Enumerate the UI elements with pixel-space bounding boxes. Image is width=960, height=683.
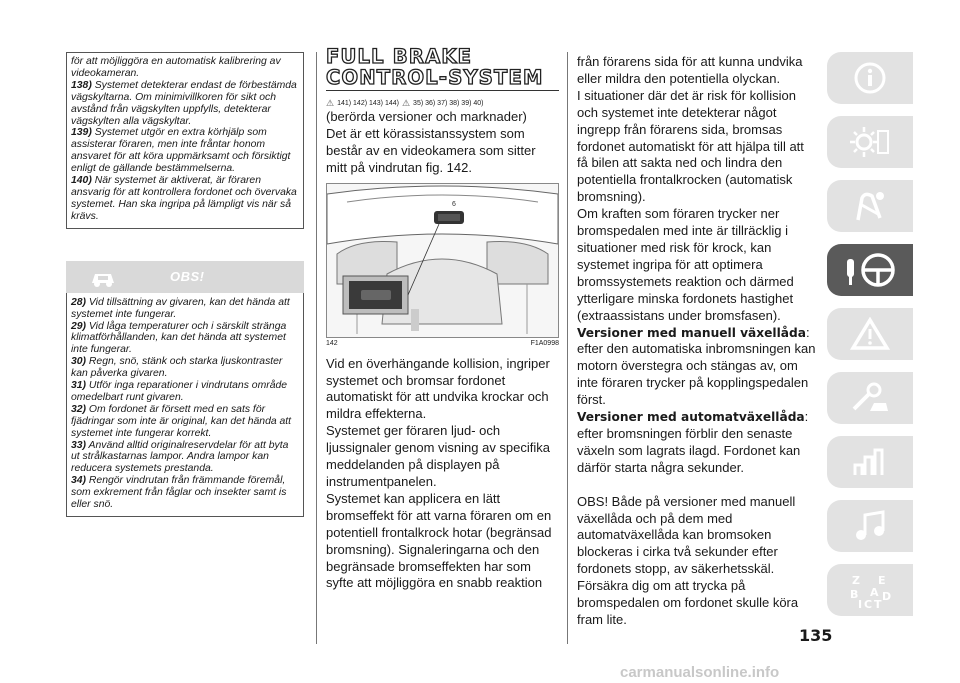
tab-maintenance[interactable] <box>827 372 913 424</box>
tab-index[interactable] <box>827 564 913 616</box>
subheading-paragraph: Versioner med automatväxellåda: efter bromsningen förblir den senaste växeln som lagrats ilagd. Fordonet kan därför starta några sekunder. <box>577 409 809 475</box>
svg-text:D: D <box>882 590 892 603</box>
paragraph: Det är ett körassistanssystem som består av en videokamera som sitter mitt på vindrutan fig. 142. <box>326 125 536 175</box>
note-title: OBS! <box>170 268 205 284</box>
svg-text:A: A <box>870 586 879 599</box>
note-item: 31) Utför inga reparationer i vindrutans område omedelbart runt givaren. <box>71 380 288 403</box>
note-item: 28) Vid tillsättning av givaren, kan det hända att systemet inte fungerar. <box>71 296 290 320</box>
subheading-paragraph: Versioner med manuell växellåda: efter den automatiska inbromsningen kan motorn överstegra och stängas av, om inte föraren trycker på kopplingspedalen först. <box>577 324 816 408</box>
warning-item: 140) När systemet är aktiverat, är föraren ansvarig för att kontrollera fordonet och övervaka systemet. Han ska ingripa på lämpligt vis när så krävs. <box>71 175 297 222</box>
paragraph: OBS! Både på versioner med manuell växellåda och på dem med automatväxellåda kan bromsoken blockeras i cirka två sekunder efter fordonets stopp, av säkerhetsskäl. Försäkra dig om att trycka på bromspedalen om fordonet skulle köra fram lite. <box>577 493 799 627</box>
tab-multimedia[interactable] <box>827 500 913 552</box>
section-heading: FULL BRAKE CONTROL-SYSTEM <box>326 45 544 89</box>
note-item: 29) Vid låga temperaturer och i särskilt stränga klimatförhållanden, kan det hända att systemet inte fungerar. <box>71 320 287 356</box>
tab-emergency[interactable] <box>827 308 913 360</box>
paragraph: Vid en överhängande kollision, ingriper systemet och bromsar fordonet automatiskt för att undvika krockar och mildra effekterna. <box>326 355 550 422</box>
note-item: 34) Rengör vindrutan från främmande föremål, som exkrement från fåglar och insekter samt is eller snö. <box>71 475 287 511</box>
note-item: 30) Regn, snö, stänk och starka ljuskontraster kan påverka givaren. <box>71 356 283 380</box>
warning-text: för att möjliggöra en automatisk kalibrering av videokameran. <box>71 56 281 79</box>
tab-technical-data[interactable] <box>827 436 913 488</box>
index-icon <box>848 571 892 609</box>
technical-data-icon <box>850 445 890 479</box>
notes-box <box>66 293 304 517</box>
figure-number: 142 <box>326 339 338 347</box>
middle-column <box>326 46 559 592</box>
car-note-icon <box>88 265 118 294</box>
subheading-auto: Versioner med automatväxellåda <box>577 410 805 425</box>
svg-text:6: 6 <box>452 200 456 208</box>
info-icon <box>853 61 887 95</box>
paragraph: Systemet kan applicera en lätt bromseffekt för att varna föraren om en potentiell frontalkrock hotar (begränsad bromsning). Signaleringarna och den begränsade bromseffekten har som syfte att möjliggöra en snabb reaktion <box>326 490 552 591</box>
svg-text:C: C <box>864 598 873 609</box>
key-steering-icon <box>844 251 896 289</box>
paragraph: från förarens sida för att kunna undvika eller mildra den potentiella olyckan. <box>577 54 803 86</box>
tab-dashboard-lights[interactable] <box>827 116 913 168</box>
paragraph: Systemet ger föraren ljud- och ljussignaler genom visning av specifika meddelanden på displayen på instrumentpanelen. <box>326 423 551 489</box>
warning-item: 138) Systemet detekterar endast de förbestämda vägskyltarna. Om minimivillkoren för sikt och avstånd från vägskylten uppfylls, detekterar vägskylten alla vägskyltar. <box>71 79 297 127</box>
footer-watermark: carmanualsonline.info <box>620 664 780 681</box>
heading-rule <box>326 90 559 91</box>
tab-safety[interactable] <box>827 180 913 232</box>
warning-triangle-icon: ⚠ <box>326 97 335 108</box>
svg-text:T: T <box>874 598 882 609</box>
note-item: 32) Om fordonet är försett med en sats för fjädringar som inte är original, kan det hända att systemet inte fungerar korrekt. <box>71 403 292 439</box>
tab-info[interactable] <box>827 52 913 104</box>
figure-code: F1A0998 <box>530 339 559 347</box>
tab-starting-driving[interactable] <box>827 244 913 296</box>
seatbelt-airbag-icon <box>850 188 890 224</box>
note-header <box>66 261 304 293</box>
warnings-box <box>66 52 304 229</box>
svg-text:B: B <box>850 588 859 601</box>
svg-text:Z: Z <box>852 574 860 587</box>
left-column <box>66 52 304 517</box>
warning-triangle-icon <box>850 317 890 351</box>
warning-item: 139) Systemet utgör en extra körhjälp som assisterar föraren, men inte fråntar honom ansvaret för att köra uppmärksamt och försiktigt enligt de gällande bestämmelserna. <box>71 127 291 175</box>
page-number: 135 <box>799 626 833 645</box>
svg-text:I: I <box>858 598 863 609</box>
chapter-tabs <box>827 52 913 628</box>
wrench-car-icon <box>850 381 890 415</box>
note-item: 33) Använd alltid originalreservdelar för att byta ut strålkastarnas lampor. Andra lampor kan reducera systemets prestanda. <box>71 439 289 475</box>
multimedia-icon <box>850 509 890 543</box>
svg-text:E: E <box>878 574 886 587</box>
figure-caption <box>326 340 559 347</box>
dashboard-lights-icon <box>850 125 890 159</box>
right-column <box>577 54 817 629</box>
subheading-manual: Versioner med manuell växellåda <box>577 325 806 340</box>
reference-marks: ⚠ 141) 142) 143) 144) ⚠ 35) 36) 37) 38) 39) 40) <box>326 97 484 108</box>
paragraph: Om kraften som föraren trycker ner bromspedalen med inte är tillräcklig i situationer med risk för krock, kan systemet ingripa för att optimera bromssystemets reaktion och därmed ytterligare minska fordonets hastighet (extraassistans under bromsfasen). <box>577 206 794 323</box>
windshield-illustration <box>327 184 558 337</box>
caution-triangle-icon: ⚠ <box>401 97 411 108</box>
column-divider <box>567 52 568 644</box>
paragraph: (berörda versioner och marknader) <box>326 109 527 124</box>
column-divider <box>316 52 317 644</box>
paragraph: I situationer där det är risk för kollision och systemet inte detekterar något ingrepp från förarens sida, bromsas fordonet automatiskt för att hjälpa till att få bilen att sakta ned och lindra den potentiella frontalkrocken (automatisk bromsning). <box>577 87 804 205</box>
windshield-camera-figure <box>326 183 559 338</box>
